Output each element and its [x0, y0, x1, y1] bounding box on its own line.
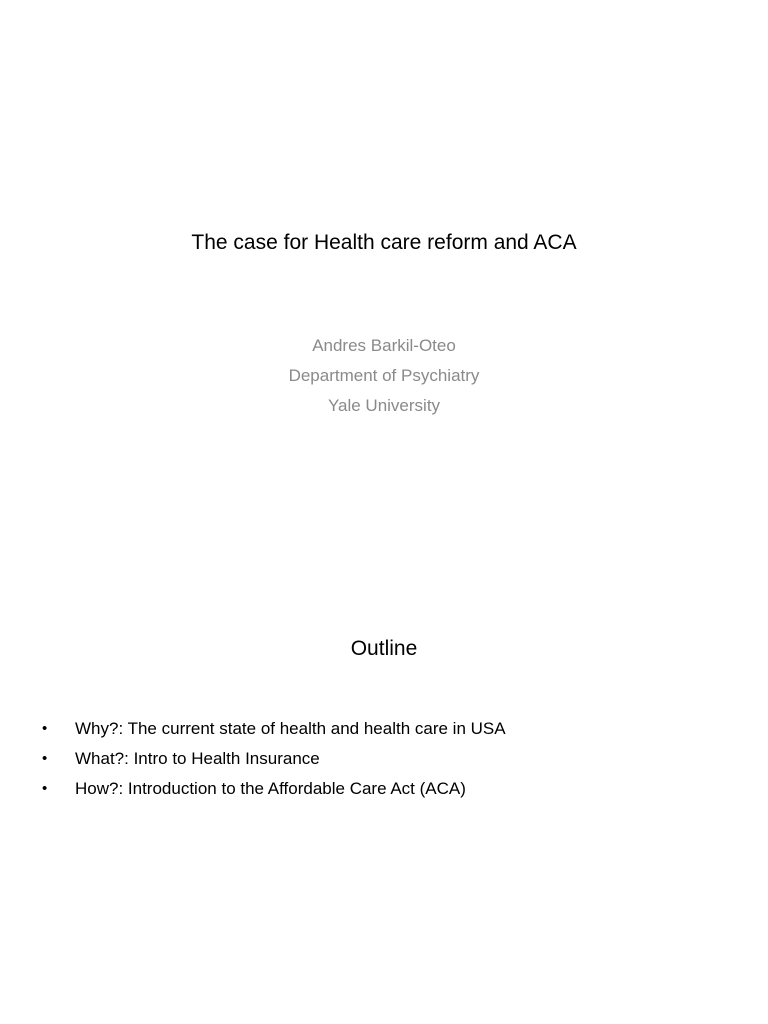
outline-slide: [0, 600, 768, 1024]
list-item: [42, 744, 506, 774]
presenter-info: [0, 331, 768, 421]
department-name: Department of Psychiatry: [288, 366, 480, 385]
outline-list: [42, 714, 506, 804]
bullet-icon: •: [42, 720, 48, 737]
list-item-text: What?: Intro to Health Insurance: [75, 749, 320, 768]
list-item: [42, 714, 506, 744]
institution-name: Yale University: [327, 396, 441, 415]
author-name: Andres Barkil-Oteo: [312, 336, 456, 355]
title-slide: [0, 0, 768, 500]
bullet-icon: •: [42, 780, 48, 797]
list-item: [42, 774, 506, 804]
presentation-title: The case for Health care reform and ACA: [191, 231, 577, 254]
outline-heading: Outline: [350, 637, 418, 660]
bullet-icon: •: [42, 750, 48, 767]
list-item-text: How?: Introduction to the Affordable Care Act (ACA): [75, 779, 466, 798]
list-item-text: Why?: The current state of health and health care in USA: [75, 719, 506, 738]
